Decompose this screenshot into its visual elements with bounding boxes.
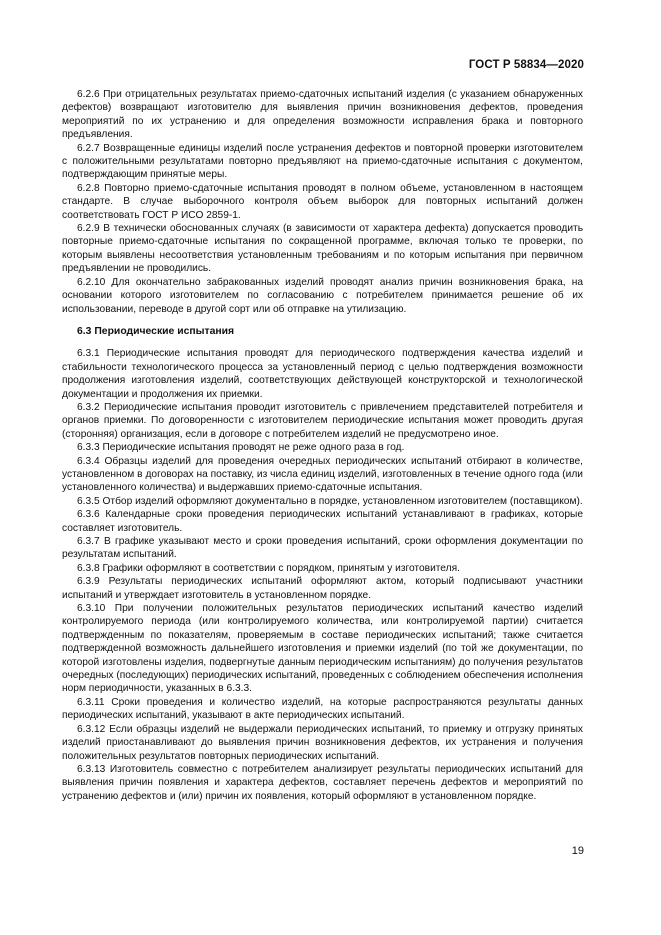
section-heading-6-3: 6.3 Периодические испытания [77, 325, 235, 337]
paragraph-6-2-10: 6.2.10 Для окончательно забракованных изделий проводят анализ причин возникновения брака, на основании которого изготовителем по согласованию с потребителем принимается решение об их использовании, переводе в другой сорт или об отправке на утилизацию. [62, 276, 583, 315]
paragraph-6-3-10: 6.3.10 При получении положительных результатов периодических испытаний качество изделий контролируемого периода (или контролируемого количества, или контролируемой партии) считается подтвержденным по показателям, проверяемым в составе периодических испытаний; также считается подтвержденной возможность дальнейшего изготовления и приемки изделий (по той же документации, по которой изготовлены изделия, подвергнутые данным периодическим испытаниям) до получения результатов очередных (последующих) периодических испытаний, проведенных с соблюдением обеспечения исполнения норм периодичности, указанных в 6.3.3. [62, 603, 583, 695]
page-number: 19 [571, 845, 584, 857]
paragraph-6-2-6: 6.2.6 При отрицательных результатах приемо-сдаточных испытаний изделия (с указанием обнаруженных дефектов) возвращают изготовителю для выявления причин возникновения дефектов, проведения мероприятий по их устранению и для определения возможности исправления брака и повторного предъявления. [62, 89, 583, 141]
paragraph-6-3-12: 6.3.12 Если образцы изделий не выдержали периодических испытаний, то приемку и отгрузку принятых изделий приостанавливают до выявления причин возникновения дефектов, их устранения и получения положительных результатов повторных периодических испытаний. [62, 723, 583, 762]
paragraph-6-3-5: 6.3.5 Отбор изделий оформляют документально в порядке, установленном изготовителем (поставщиком). [77, 495, 583, 507]
paragraph-6-3-13: 6.3.13 Изготовитель совместно с потребителем анализирует результаты периодических испытаний для выявления причин появления и характера дефектов, составляет перечень дефектов и мероприятий по устранению дефектов и (или) причин их появления, который оформляют в установленном порядке. [62, 763, 583, 802]
spacer [62, 316, 583, 325]
paragraph-6-3-3: 6.3.3 Периодические испытания проводят не реже одного раза в год. [77, 442, 405, 454]
paragraph-6-3-1: 6.3.1 Периодические испытания проводят для периодического подтверждения качества изделий и стабильности технологического процесса за установленный период с целью подтверждения возможности продолжения изготовления изделий, соответствующих действующей конструкторской и технологической документации и продолжения их приемки. [62, 348, 583, 400]
paragraph-6-3-4: 6.3.4 Образцы изделий для проведения очередных периодических испытаний отбирают в количестве, установленном в договорах на поставку, из числа единиц изделий, изготовленных в течение одного года (или установленного количества) и выдержавших приемо-сдаточные испытания. [62, 455, 583, 494]
paragraph-6-3-9: 6.3.9 Результаты периодических испытаний оформляют актом, который подписывают участники испытаний и утверждает изготовитель в установленном порядке. [62, 576, 583, 601]
paragraph-6-3-7: 6.3.7 В графике указывают место и сроки проведения испытаний, сроки оформления документации по результатам испытаний. [62, 536, 583, 561]
paragraph-6-2-7: 6.2.7 Возвращенные единицы изделий после устранения дефектов и повторной проверки изготовителем с положительными результатами повторно предъявляют на приемо-сдаточные испытания с документом, подтверждающим принятые меры. [62, 142, 583, 181]
paragraph-6-3-2: 6.3.2 Периодические испытания проводит изготовитель с привлечением представителей потребителя и органов приемки. По договоренности с изготовителем периодические испытания может проводить другая (сторонняя) организация, если в договоре с потребителем изделий не предусмотрено иное. [62, 401, 583, 440]
paragraph-6-2-9: 6.2.9 В технически обоснованных случаях (в зависимости от характера дефекта) допускается проводить повторные приемо-сдаточные испытания по сокращенной программе, включая только те проверки, по которым выявлены несоответствия установленным требованиям и по которым испытания при первичном предъявлении не проводились. [62, 223, 583, 275]
paragraph-6-3-8: 6.3.8 Графики оформляют в соответствии с порядком, принятым у изготовителя. [77, 562, 460, 574]
document-body [62, 88, 583, 803]
spacer [62, 338, 583, 347]
paragraph-6-3-11: 6.3.11 Сроки проведения и количество изделий, на которые распространяются результаты данных периодических испытаний, указывают в акте периодических испытаний. [62, 696, 583, 722]
standard-designation: ГОСТ Р 58834—2020 [468, 59, 584, 71]
paragraph-6-3-6: 6.3.6 Календарные сроки проведения периодических испытаний устанавливают в графиках, которые составляет изготовитель. [62, 509, 583, 534]
paragraph-6-2-8: 6.2.8 Повторно приемо-сдаточные испытания проводят в полном объеме, установленном в настоящем стандарте. В случае выборочного контроля объем выборок для повторных испытаний должен соответствовать ГОСТ Р ИСО 2859-1. [62, 182, 583, 221]
